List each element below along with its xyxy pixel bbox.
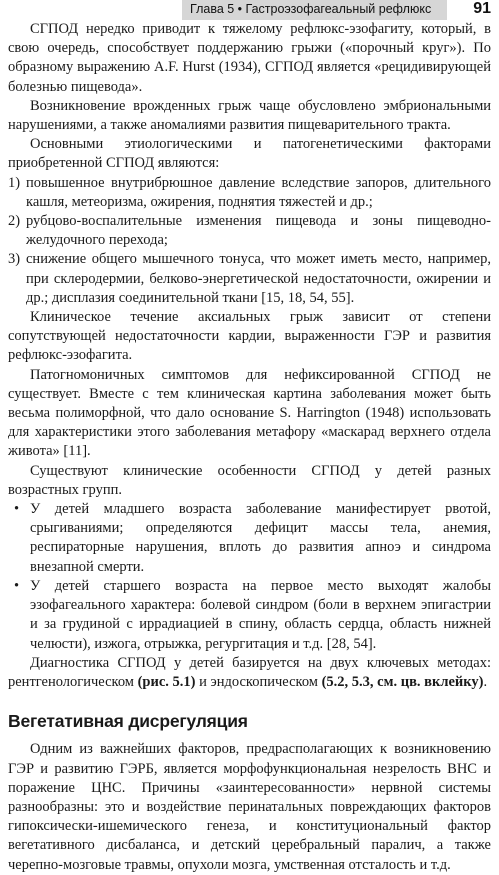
factor-number: 1) — [8, 174, 21, 191]
running-header — [0, 0, 499, 22]
paragraph-4: Клиническое течение аксиальных грыж зависит от степени сопутствующей недостаточности кардии, выраженности ГЭР и развития рефлюкс-эзофагита. — [8, 309, 491, 364]
paragraph-7 — [8, 654, 491, 692]
section-heading: Вегетативная дисрегуляция — [8, 711, 248, 732]
chapter-title: Глава 5 • Гастроэзофагеальный рефлюкс — [190, 2, 432, 16]
paragraph-3: Основными этиологическими и патогенетическими факторами приобретенной СГПОД являются: — [8, 136, 491, 172]
bullet: • — [14, 501, 20, 518]
factor-text: снижение общего мышечного тонуса, что может иметь место, например, при склеродермии, белково-энергетической недостаточности, ожирении и др.; дисплазия соединительной ткани [15, 18, 54, 55]. — [26, 251, 491, 306]
factor-number: 2) — [8, 213, 21, 230]
age-group-text: У детей старшего возраста на первое место выходят жалобы эзофагеального характера: болевой синдром (боли в верхнем эпигастрии и за грудиной с иррадиацией в спину, область сердца, область нижней челюсти), изжога, отрыжка, регургитация и т.д. [28, 54]. — [30, 577, 491, 652]
figure-reference-1: (рис. 5.1) — [137, 673, 196, 690]
bullet: • — [14, 577, 20, 594]
age-group-text: У детей младшего возраста заболевание манифестирует рвотой, срыгиваниями; определяются дефицит массы тела, анемия, респираторные нарушения, вплоть до развития апноэ и синдрома внезапной смерти. — [30, 501, 491, 575]
factor-item — [8, 174, 491, 212]
paragraph-8: Одним из важнейших факторов, предрасполагающих к возникновению ГЭР и развитию ГЭРБ, является морфофункциональная незрелость ВНС и поражение ЦНС. Причины «заинтересованности» нервной системы разнообразны: это и воздействие перинатальных повреждающих факторов гипоксически-ишемического генеза, и конституциональный фактор вегетативного дисбаланса, и детский церебральный паралич, а также черепно-мозговые травмы, опухоли мозга, умственная отсталость и т.д. — [8, 741, 491, 873]
page-number: 91 — [473, 0, 491, 17]
paragraph-5: Патогномоничных симптомов для нефиксированной СГПОД не существует. Вместе с тем клиническая картина заболевания может быть весьма полиморфной, что дало основание S. Harrington (1948) использовать для характеристики этого заболевания метафору «маскарад верхнего отдела живота» [11]. — [8, 366, 491, 460]
paragraph-1: СГПОД нередко приводит к тяжелому рефлюкс-эзофагиту, который, в свою очередь, способствует поддержанию грыжи («порочный круг»). По образному выражению A.F. Hurst (1934), СГПОД является «рецидивирующей болезнью пищевода». — [8, 21, 491, 95]
diagnostics-text-end: . — [483, 673, 488, 690]
page-body — [8, 20, 491, 875]
paragraph-2: Возникновение врожденных грыж чаще обусловлено эмбриональными нарушениями, а также аномалиями развития пищеварительного тракта. — [8, 97, 491, 134]
diagnostics-text: Диагностика СГПОД у детей базируется на двух ключевых методах: рентгенологическом — [8, 654, 491, 690]
paragraph-6: Существуют клинические особенности СГПОД у детей разных возрастных групп. — [8, 462, 491, 498]
diagnostics-text-mid: и эндоскопическом — [195, 673, 322, 690]
factors-list — [8, 174, 491, 308]
factor-number: 3) — [8, 251, 21, 268]
age-groups-list — [8, 500, 491, 654]
factor-text: повышенное внутрибрюшное давление вследствие запоров, длительного кашля, метеоризма, ожирения, поднятия тяжестей и др.; — [26, 174, 491, 210]
age-group-item — [8, 500, 491, 577]
factor-text: рубцово-воспалительные изменения пищевода и зоны пищеводно-желудочного перехода; — [26, 213, 491, 249]
age-group-item — [8, 577, 491, 654]
factor-item — [8, 250, 491, 308]
factor-item — [8, 212, 491, 250]
figure-reference-2: (5.2, 5.3, см. цв. вклейку) — [321, 673, 484, 690]
